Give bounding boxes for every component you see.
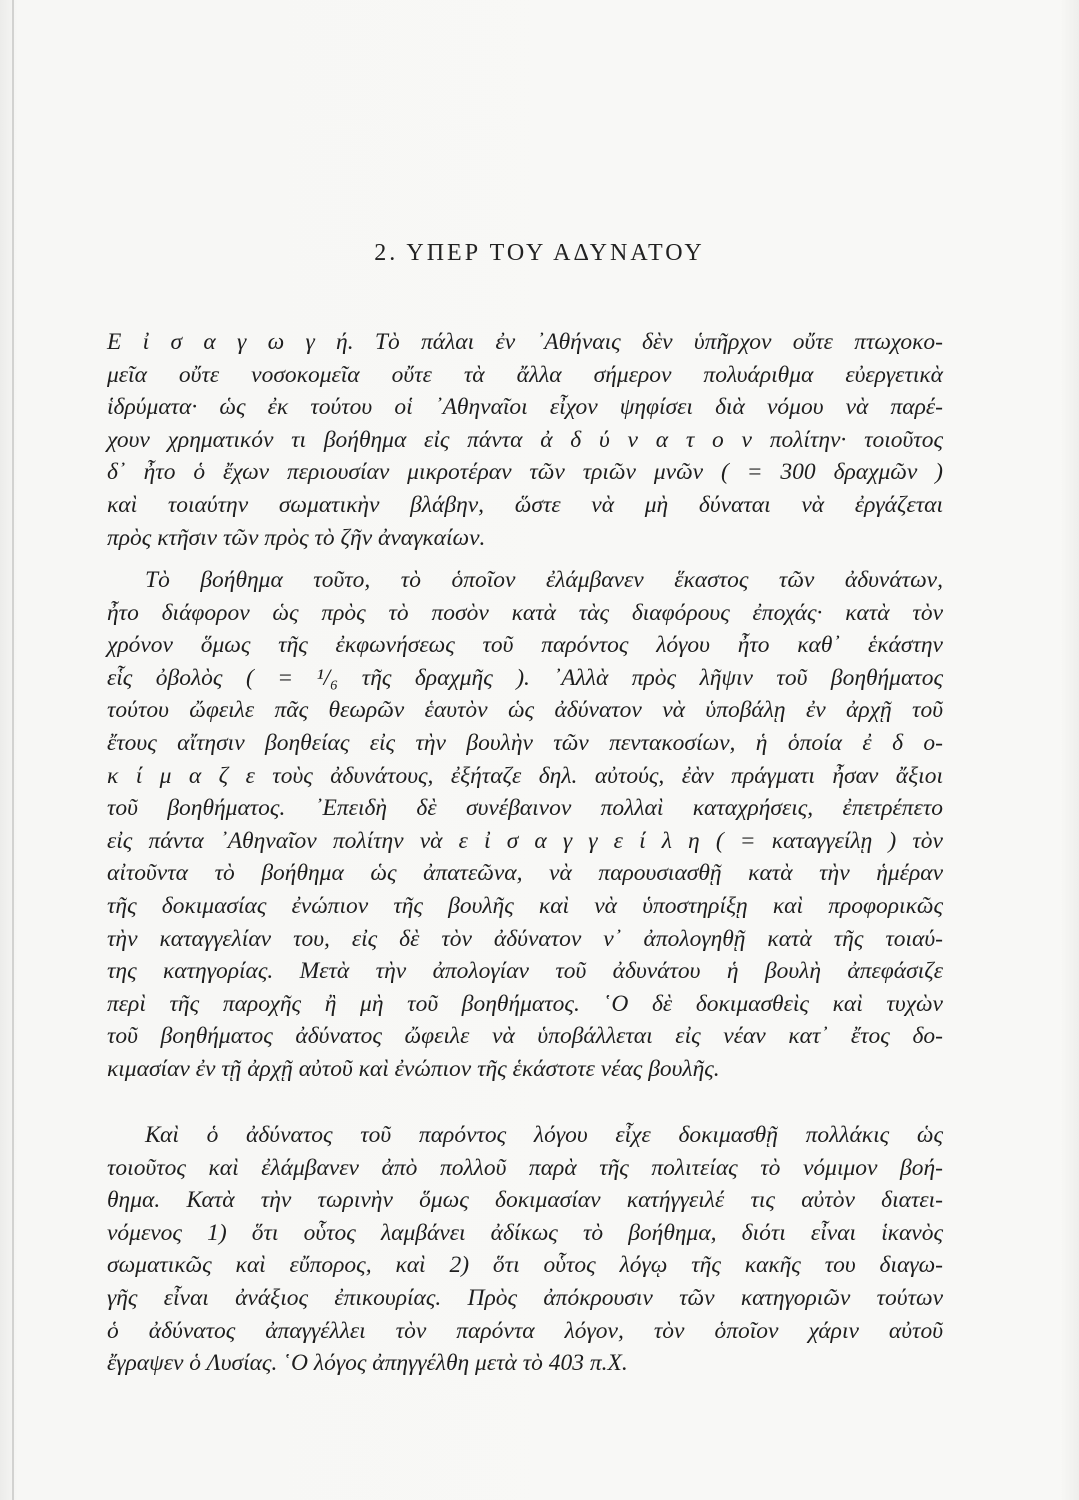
text-line: γῆς εἶναι ἀνάξιος ἐπικουρίας. Πρὸς ἀπόκρουσιν τῶν κατηγοριῶν τούτων [107, 1284, 943, 1311]
text-line: ἔγραψεν ὁ Λυσίας. ῾Ο λόγος ἀπηγγέλθη μετὰ τὸ 403 π.Χ. [107, 1350, 628, 1377]
text-line: δ᾿ ἦτο ὁ ἔχων περιουσίαν μικροτέραν τῶν τριῶν μνῶν ( = 300 δραχμῶν ) [107, 459, 943, 486]
text-line: ἱδρύματα· ὡς ἐκ τούτου οἱ ᾿Αθηναῖοι εἶχον ψηφίσει διὰ νόμου νὰ παρέ- [107, 394, 943, 421]
text-line: τοῦ βοηθήματος ἀδύνατος ὤφειλε νὰ ὑποβάλλεται εἰς νέαν κατ᾿ ἔτος δο- [107, 1023, 943, 1050]
text-line: τὴν καταγγελίαν του, εἰς δὲ τὸν ἀδύνατον ν᾿ ἀπολογηθῇ κατὰ τῆς τοιαύ- [107, 925, 943, 952]
text-line: περὶ τῆς παροχῆς ἢ μὴ τοῦ βοηθήματος. ῾Ο δὲ δοκιμασθεὶς καὶ τυχὼν [107, 990, 943, 1017]
text-line: τοῦ βοηθήματος. ᾿Επειδὴ δὲ συνέβαινον πολλαὶ καταχρήσεις, ἐπετρέπετο [107, 795, 943, 822]
text-line: Τὸ βοήθημα τοῦτο, τὸ ὁποῖον ἐλάμβανεν ἕκαστος τῶν ἀδυνάτων, [145, 567, 943, 593]
text-line: εἷς ὀβολὸς ( = ¹/₆ τῆς δραχμῆς ). ᾿Αλλὰ πρὸς λῆψιν τοῦ βοηθήματος [107, 664, 943, 691]
text-line: εἰς πάντα ᾿Αθηναῖον πολίτην νὰ ε ἰ σ α γ γ ε ί λ η ( = καταγγείλῃ ) τὸν [107, 827, 943, 854]
text-line: νόμενος 1) ὅτι οὗτος λαμβάνει ἀδίκως τὸ βοήθημα, διότι εἶναι ἱκανὸς [107, 1219, 943, 1246]
text-line: ὁ ἀδύνατος ἀπαγγέλλει τὸν παρόντα λόγον, τὸν ὁποῖον χάριν αὐτοῦ [107, 1317, 943, 1344]
text-line: μεῖα οὔτε νοσοκομεῖα οὔτε τὰ ἄλλα σήμερον πολυάριθμα εὐεργετικὰ [107, 361, 943, 388]
text-line: Ε ἰ σ α γ ω γ ή. Τὸ πάλαι ἐν ᾿Αθήναις δὲν ὑπῆρχον οὔτε πτωχοκο- [107, 329, 943, 355]
introduction-paragraph-3 [107, 1119, 943, 1380]
text-line: πρὸς κτῆσιν τῶν πρὸς τὸ ζῆν ἀναγκαίων. [107, 524, 486, 551]
text-line: ἦτο διάφορον ὡς πρὸς τὸ ποσὸν κατὰ τὰς διαφόρους ἐποχάς· κατὰ τὸν [107, 599, 943, 626]
text-line: της κατηγορίας. Μετὰ τὴν ἀπολογίαν τοῦ ἀδυνάτου ἡ βουλὴ ἀπεφάσιζε [107, 958, 943, 985]
text-line: κ ί μ α ζ ε τοὺς ἀδυνάτους, ἐξήταζε δηλ. αὐτούς, ἐὰν πράγματι ἦσαν ἄξιοι [107, 762, 943, 789]
introduction-paragraph-1 [107, 326, 943, 554]
text-line: χρόνον ὅμως τῆς ἐκφωνήσεως τοῦ παρόντος λόγου ἦτο καθ᾿ ἑκάστην [107, 632, 943, 659]
text-line: σωματικῶς καὶ εὔπορος, καὶ 2) ὅτι οὗτος λόγῳ τῆς κακῆς του διαγω- [107, 1252, 943, 1279]
text-line: Καὶ ὁ ἀδύνατος τοῦ παρόντος λόγου εἶχε δοκιμασθῇ πολλάκις ὡς [145, 1122, 943, 1148]
text-line: ἔτους αἴτησιν βοηθείας εἰς τὴν βουλὴν τῶν πεντακοσίων, ἡ ὁποία ἐ δ ο- [107, 729, 943, 756]
text-line: κιμασίαν ἐν τῇ ἀρχῇ αὐτοῦ καὶ ἐνώπιον τῆς ἑκάστοτε νέας βουλῆς. [107, 1055, 720, 1082]
text-line: τῆς δοκιμασίας ἐνώπιον τῆς βουλῆς καὶ νὰ ὑποστηρίξῃ καὶ προφορικῶς [107, 892, 943, 919]
text-line: καὶ τοιαύτην σωματικὴν βλάβην, ὥστε νὰ μὴ δύναται νὰ ἐργάζεται [107, 491, 943, 518]
text-line: τοιοῦτος καὶ ἐλάμβανεν ἀπὸ πολλοῦ παρὰ τῆς πολιτείας τὸ νόμιμον βοή- [107, 1154, 943, 1181]
text-line: θημα. Κατὰ τὴν τωρινὴν ὅμως δοκιμασίαν κατήγγειλέ τις αὐτὸν διατει- [107, 1187, 943, 1214]
chapter-heading: 2. ΥΠΕΡ ΤΟΥ ΑΔΥΝΑΤΟΥ [374, 240, 705, 266]
text-line: χουν χρηματικόν τι βοήθημα εἰς πάντα ἀ δ ύ ν α τ ο ν πολίτην· τοιοῦτος [107, 426, 943, 453]
text-line: τούτου ὤφειλε πᾶς θεωρῶν ἑαυτὸν ὡς ἀδύνατον νὰ ὑποβάλῃ ἐν ἀρχῇ τοῦ [107, 697, 943, 724]
introduction-paragraph-2 [107, 564, 943, 1086]
page-binding-edge [12, 0, 14, 1500]
text-line: αἰτοῦντα τὸ βοήθημα ὡς ἀπατεῶνα, νὰ παρουσιασθῇ κατὰ τὴν ἡμέραν [107, 860, 943, 887]
